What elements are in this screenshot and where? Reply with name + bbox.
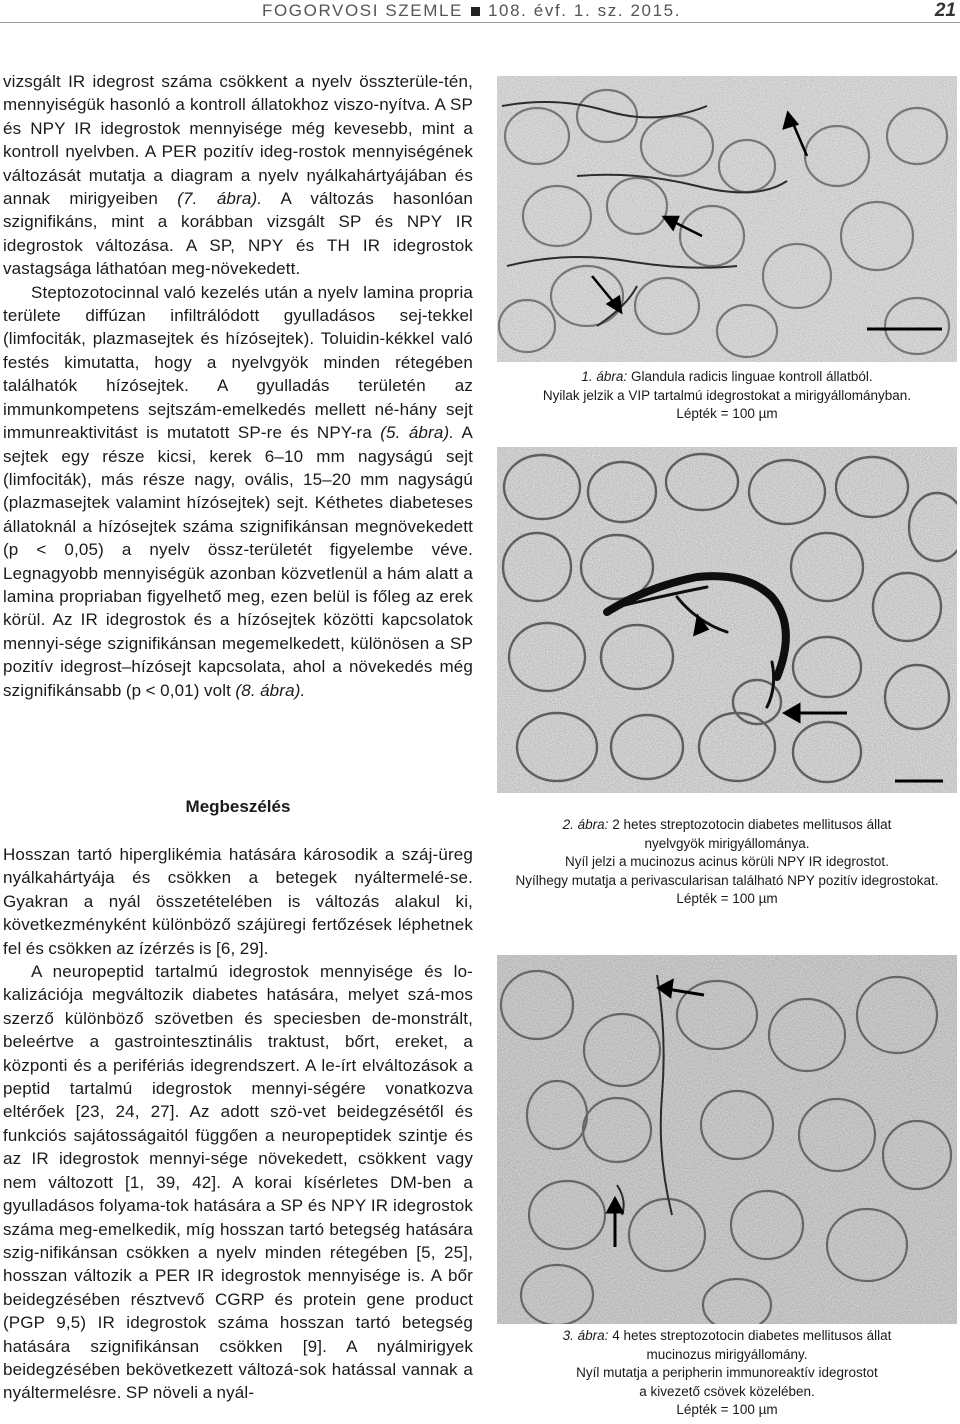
figure-3-caption	[497, 1327, 957, 1420]
figure-ref-5: (5. ábra).	[380, 423, 455, 443]
paragraph-1	[3, 70, 473, 281]
issue-info: 108. évf. 1. sz. 2015.	[488, 1, 682, 20]
square-bullet-icon	[471, 7, 480, 16]
figure-2-caption-line: nyelvgyök mirigyállománya.	[644, 835, 810, 851]
figure-2-label: 2. ábra:	[562, 817, 609, 832]
figure-1-scale-text: Lépték = 100 µm	[676, 406, 778, 422]
header-rule	[0, 22, 960, 23]
paragraph-2-text-b: A sejtek egy része kicsi, kerek 6–10 mm nagyságú sejt (limfociták), más része nagy, ovális, 15–20 mm nagyságú (plazmasejtek valamint hízósejtek) sejt. Kéthetes diabeteses állatoknál a hízósejtek száma szignifikánsan megnövekedett (p < 0,05) a nyelv össz-területét figyelembe véve. Legnagyobb mennyiségük azonban közvetlenül a hám alatt a lamina propriaban figyelhető meg, ezen belül is főleg az erek körül. Az IR idegrostok és a hízósejtek közötti kapcsolatok mennyi-sége szignifikánsan megemelkedett, különösen a SP pozitív idegrost–hízósejt kapcsolata, ahol a növekedés még szignifikánsabb (p < 0,01) volt	[3, 423, 473, 700]
paragraph-4: A neuropeptid tartalmú idegrostok mennyisége és lo-kalizációja megváltozik diabetes hatására, melyet szá-mos szerző különböző szövetben és speciesben de-monstrált, beleértve a gastrointesztinális traktust, bőrt, ereket, a központi és a perifériás idegrendszert. A le-írt elváltozások a peptid tartalmú idegrostok mennyi-ségére vonatkozva eltérőek [23, 24, 27]. Az adott szö-vet beidegzésétől és funkciós sajátosságaitól függően a neuropeptidek szintje és az IR idegrostok mennyi-sége növekedett, csökkent vagy nem változott [1, 39, 42]. A korai kísérletes DM-ben a gyulladásos folyama-tok hatására a SP és NPY IR idegrostok száma meg-emelkedik, míg hosszan tartó betegség hatására szig-nifikánsan csökken a nyelv minden rétegében [5, 25], hosszan változik a PER IR idegrostok mennyisége is. A bőr beidegzésében résztvevő CGRP és protein gene product (PGP 9,5) IR idegrostok száma hosszan tartó betegség hatására szignifikánsan csökken [9]. A nyálmirigyek beidegzésében bekövetkezett változá-sok hatással vannak a nyáltermelésre. SP növeli a nyál-	[3, 962, 473, 1403]
paragraph-1-text-a: vizsgált IR idegrost száma csökkent a nyelv összterüle-tén, mennyiségük hasonló a kontroll állatokhoz viszo-nyítva. A SP és NPY IR idegrostok mennyisége még kevesebb, mint a kontroll nyelvben. A PER pozitív ideg-rostok mennyiségének változását mutatja a diagram a nyelv nyálkahártyájában és annak mirigyeiben	[3, 72, 473, 209]
figure-2-caption-line: Nyíl jelzi a mucinozus acinus körüli NPY IR idegrostot.	[565, 854, 889, 870]
figure-ref-7: (7. ábra).	[177, 189, 263, 209]
figure-3-micrograph	[497, 955, 957, 1324]
figure-2-micrograph	[497, 447, 957, 793]
figure-ref-8: (8. ábra).	[235, 680, 306, 700]
figure-1-caption-line: Glandula radicis linguae kontroll állatból.	[630, 369, 873, 384]
figure-1-label: 1. ábra:	[581, 369, 628, 384]
figure-3-caption-line: mucinozus mirigyállomány.	[646, 1346, 808, 1362]
figure-1-image	[497, 76, 957, 362]
figure-1-micrograph	[497, 76, 957, 362]
figure-3-label: 3. ábra:	[562, 1328, 609, 1343]
figure-3-caption-line: 4 hetes streptozotocin diabetes mellitusos állat	[612, 1328, 892, 1343]
figure-2-caption-line: 2 hetes streptozotocin diabetes mellitusos állat	[612, 817, 892, 832]
figure-1-caption-line: Nyilak jelzik a VIP tartalmú idegrostokat a mirigyállományban.	[542, 387, 912, 403]
running-title	[262, 1, 681, 21]
paragraph-3: Hosszan tartó hiperglikémia hatására károsodik a száj-üreg nyálkahártyája és csökken a betegek nyáltermelé-se. Gyakran a nyál összetételében is változás alakul ki, következményként különböző szájüregi fertőzések léphetnek fel és csökken az ízérzés is [6, 29].	[3, 845, 473, 958]
journal-name: FOGORVOSI SZEMLE	[262, 1, 463, 20]
page-number: 21	[934, 0, 956, 21]
figure-2-scale-text: Lépték = 100 µm	[676, 891, 778, 907]
figure-2-caption	[497, 816, 957, 909]
figure-3-scale-text: Lépték = 100 µm	[676, 1402, 778, 1418]
figure-2-image	[497, 447, 957, 793]
paragraph-1-text-b: A változás hasonlóan szignifikáns, mint a korábban vizsgált SP és NPY IR idegrostok változása. A SP, NPY és TH IR idegrostok vastagsága láthatóan meg-növekedett.	[3, 189, 473, 279]
figure-3-caption-line: Nyíl mutatja a peripherin immunoreaktív idegrostot	[576, 1365, 878, 1381]
paragraph-2-text-a: Steptozotocinnal való kezelés után a nyelv lamina propria területe diffúzan infiltrálódott gyulladásos sej-tekkel (limfociták, plazmasejtek és hízósejtek). Toluidin-kékkel való festés kimutatta, hogy a nyelvgyök minden rétegében találhatók hízósejtek. A gyulladás területén az immunkompetens sejtszám-emelkedés mellett né-hány sejt immunreaktivitást is mutatott SP-re és NPY-ra	[3, 282, 473, 443]
page-header	[0, 0, 960, 24]
figure-1-caption	[497, 368, 957, 424]
figure-2-caption-line: Nyílhegy mutatja a perivascularisan található NPY pozitív idegrostokat.	[515, 872, 939, 888]
figure-3-caption-line: a kivezető csövek közelében.	[639, 1383, 815, 1399]
discussion-text	[3, 843, 473, 1405]
figure-3-image	[497, 955, 957, 1324]
section-heading-discussion: Megbeszélés	[185, 797, 291, 816]
results-text	[3, 70, 473, 702]
paragraph-2	[3, 281, 473, 702]
